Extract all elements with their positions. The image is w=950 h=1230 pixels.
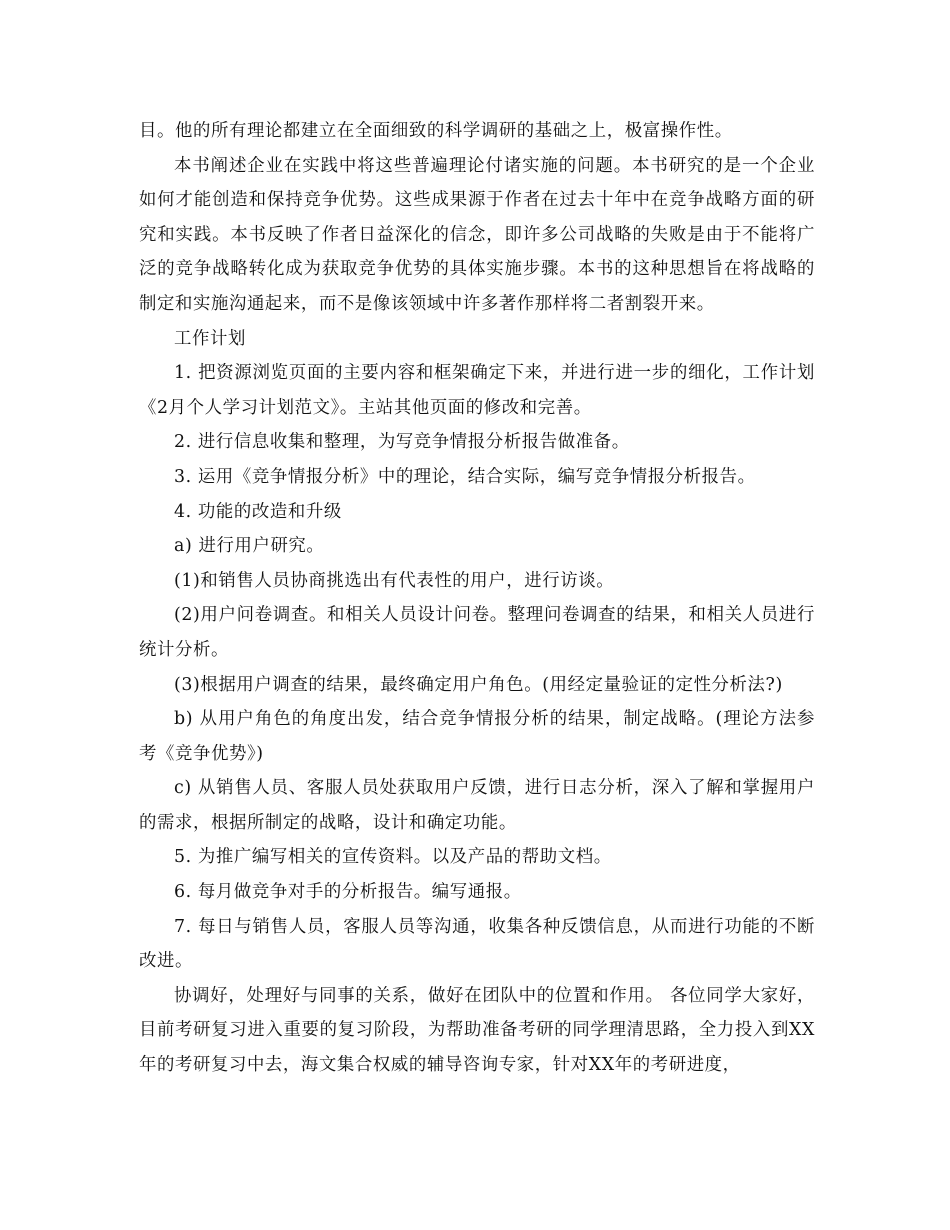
paragraph-continuation: 目。他的所有理论都建立在全面细致的科学调研的基础之上，极富操作性。 xyxy=(139,121,733,141)
plan-item-4: 4. 功能的改造和升级 xyxy=(174,501,342,522)
plan-item-6: 6. 每月做竞争对手的分析报告。编写通报。 xyxy=(174,882,522,903)
paragraph-book-description: 本书阐述企业在实践中将这些普遍理论付诸实施的问题。本书研究的是一个企业如何才能创造和保持竞争优势。这些成果源于作者在过去十年中在竞争战略方面的研究和实践。本书反映了作者日益深化的信念，即许多公司战略的失败是由于不能将广泛的竞争战略转化成为获取竞争优势的具体实施步骤。本书的这种思想旨在将战略的制定和实施沟通起来，而不是像该领域中许多著作那样将二者割裂开来。 xyxy=(139,155,815,314)
plan-subitem-a-1: (1)和销售人员协商挑选出有代表性的用户，进行访谈。 xyxy=(174,570,615,591)
plan-item-5: 5. 为推广编写相关的宣传资料。以及产品的帮助文档。 xyxy=(174,847,612,868)
plan-subitem-c: c) 从销售人员、客服人员处获取用户反馈，进行日志分析，深入了解和掌握用户的需求，根据所制定的战略，设计和确定功能。 xyxy=(139,778,815,833)
plan-subitem-a: a) 进行用户研究。 xyxy=(174,536,325,557)
paragraph-closing: 协调好，处理好与同事的关系，做好在团队中的位置和作用。 各位同学大家好，目前考研复习进入重要的复习阶段，为帮助准备考研的同学理清思路，全力投入到XX年的考研复习中去，海文集合权威的辅导咨询专家，针对XX年的考研进度， xyxy=(139,985,815,1076)
plan-item-1: 1. 把资源浏览页面的主要内容和框架确定下来，并进行进一步的细化，工作计划《2月个人学习计划范文》。主站其他页面的修改和完善。 xyxy=(139,363,815,418)
section-heading-work-plan: 工作计划 xyxy=(174,328,246,349)
plan-item-7: 7. 每日与销售人员，客服人员等沟通，收集各种反馈信息，从而进行功能的不断改进。 xyxy=(139,916,815,972)
document-body xyxy=(139,114,815,1083)
plan-item-3: 3. 运用《竞争情报分析》中的理论，结合实际，编写竞争情报分析报告。 xyxy=(174,466,756,487)
plan-item-2: 2. 进行信息收集和整理，为写竞争情报分析报告做准备。 xyxy=(174,432,630,453)
plan-subitem-a-2: (2)用户问卷调查。和相关人员设计问卷。整理问卷调查的结果，和相关人员进行统计分析。 xyxy=(139,605,815,660)
plan-subitem-a-3: (3)根据用户调查的结果，最终确定用户角色。(用经定量验证的定性分析法?) xyxy=(174,674,783,695)
plan-subitem-b: b) 从用户角色的角度出发，结合竞争情报分析的结果，制定战略。(理论方法参考《竞争优势》) xyxy=(139,709,815,764)
